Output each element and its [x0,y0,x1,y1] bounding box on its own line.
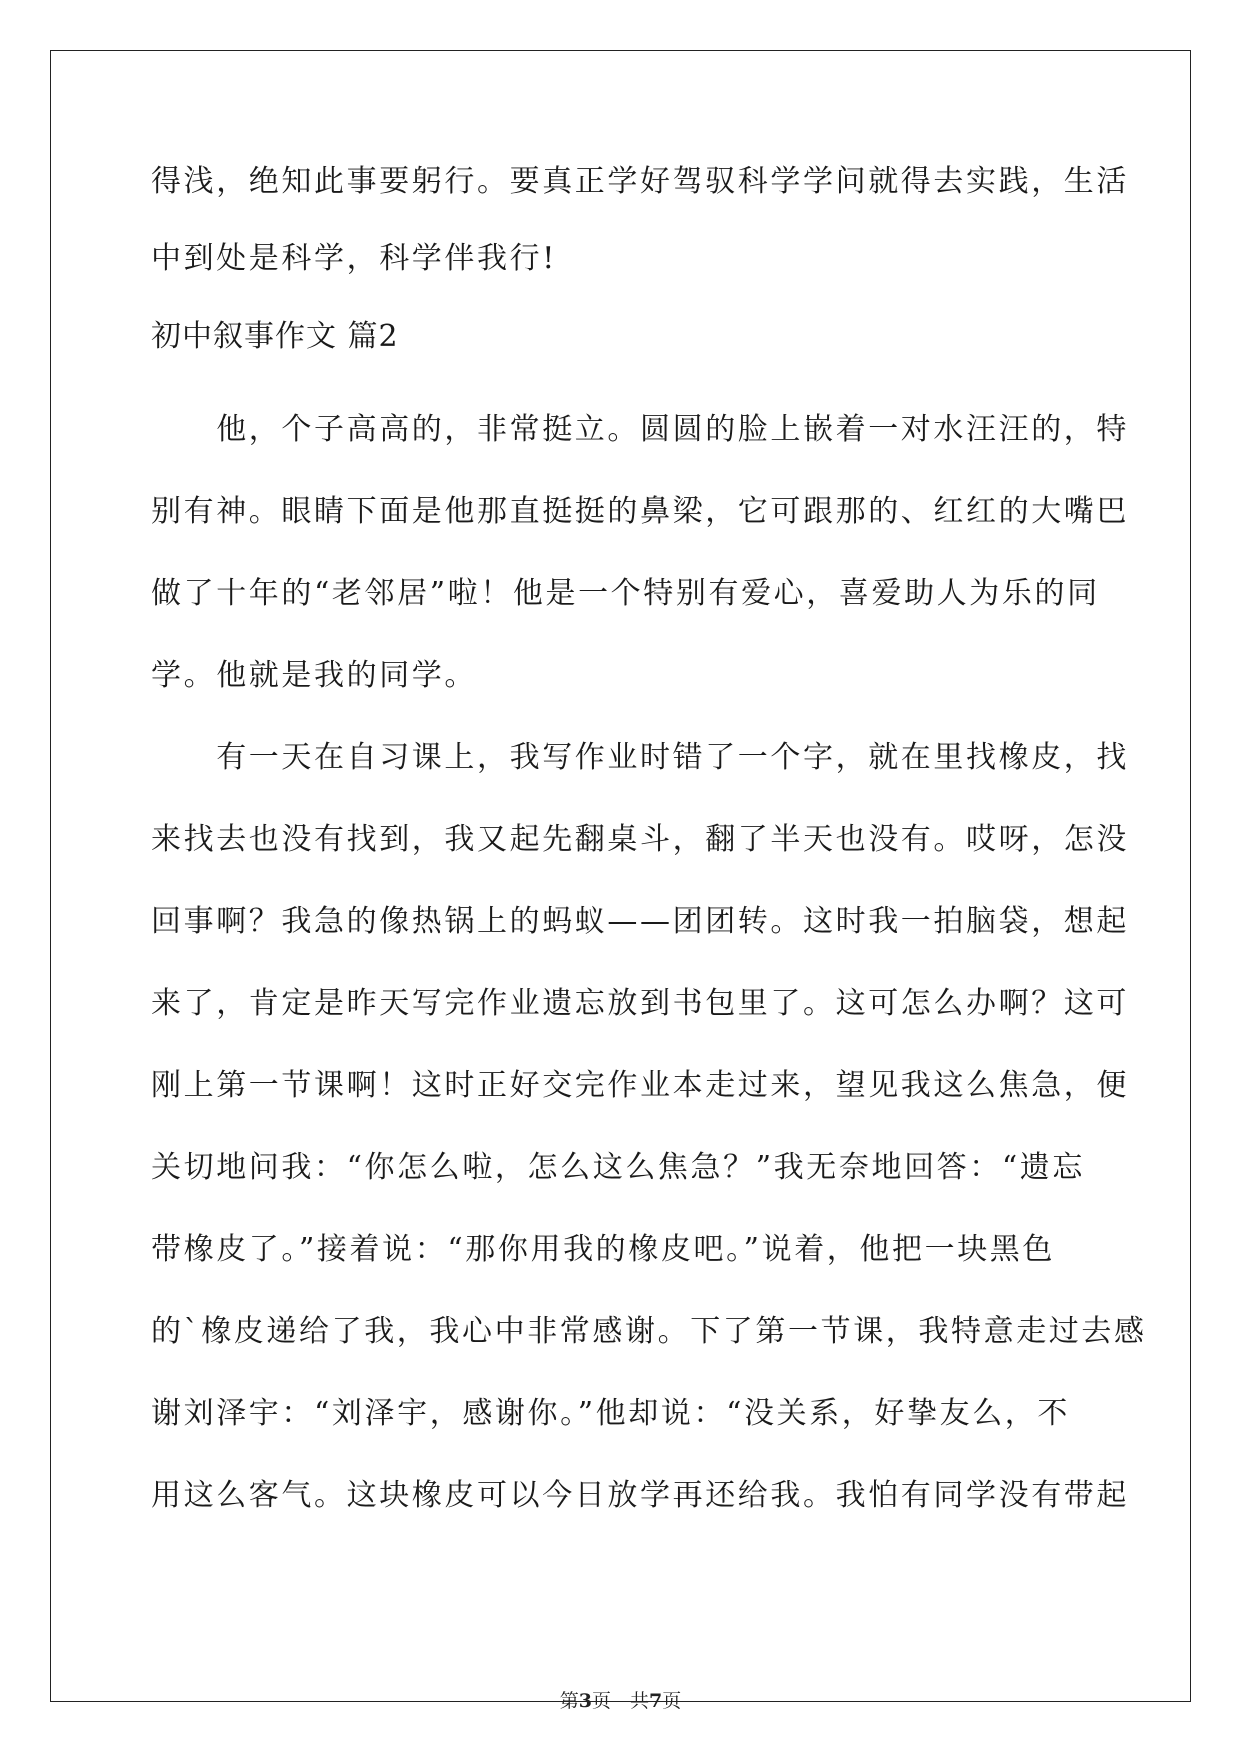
page-number-footer [0,1689,1241,1713]
current-page-number: 3 [578,1690,592,1712]
text-line: 来找去也没有找到，我又起先翻桌斗，翻了半天也没有。哎呀，怎没 [151,822,1129,857]
page-middle: 页 共 [591,1690,649,1712]
text-line: 关切地问我：“你怎么啦，怎么这么焦急？”我无奈地回答：“遗忘 [151,1150,1086,1185]
text-line: 他，个子高高的，非常挺立。圆圆的脸上嵌着一对水汪汪的，特 [151,412,1129,447]
page-suffix: 页 [662,1690,682,1712]
text-line: 带橡皮了。”接着说：“那你用我的橡皮吧。”说着，他把一块黑色 [151,1232,1056,1267]
text-line: 的`橡皮递给了我，我心中非常感谢。下了第一节课，我特意走过去感 [151,1314,1147,1349]
page-border [50,50,1191,1702]
text-line: 做了十年的“老邻居”啦！他是一个特别有爱心，喜爱助人为乐的同 [151,576,1100,611]
text-line: 学。他就是我的同学。 [151,658,477,693]
page-prefix: 第 [559,1690,579,1712]
text-line: 来了，肯定是昨天写完作业遗忘放到书包里了。这可怎么办啊？这可 [151,986,1129,1021]
text-line: 别有神。眼睛下面是他那直挺挺的鼻梁，它可跟那的、红红的大嘴巴 [151,494,1129,529]
section-heading: 初中叙事作文 篇2 [151,319,399,354]
text-line: 回事啊？我急的像热锅上的蚂蚁——团团转。这时我一拍脑袋，想起 [151,904,1129,939]
text-line: 用这么客气。这块橡皮可以今日放学再还给我。我怕有同学没有带起 [151,1478,1129,1513]
text-line: 中到处是科学，科学伴我行! [151,241,557,276]
total-page-number: 7 [649,1690,663,1712]
text-line: 有一天在自习课上，我写作业时错了一个字，就在里找橡皮，找 [151,740,1129,775]
text-line: 谢刘泽宇：“刘泽宇，感谢你。”他却说：“没关系，好挚友么，不 [151,1396,1071,1431]
text-line: 得浅，绝知此事要躬行。要真正学好驾驭科学学问就得去实践，生活 [151,164,1129,199]
text-line: 刚上第一节课啊！这时正好交完作业本走过来，望见我这么焦急，便 [151,1068,1129,1103]
